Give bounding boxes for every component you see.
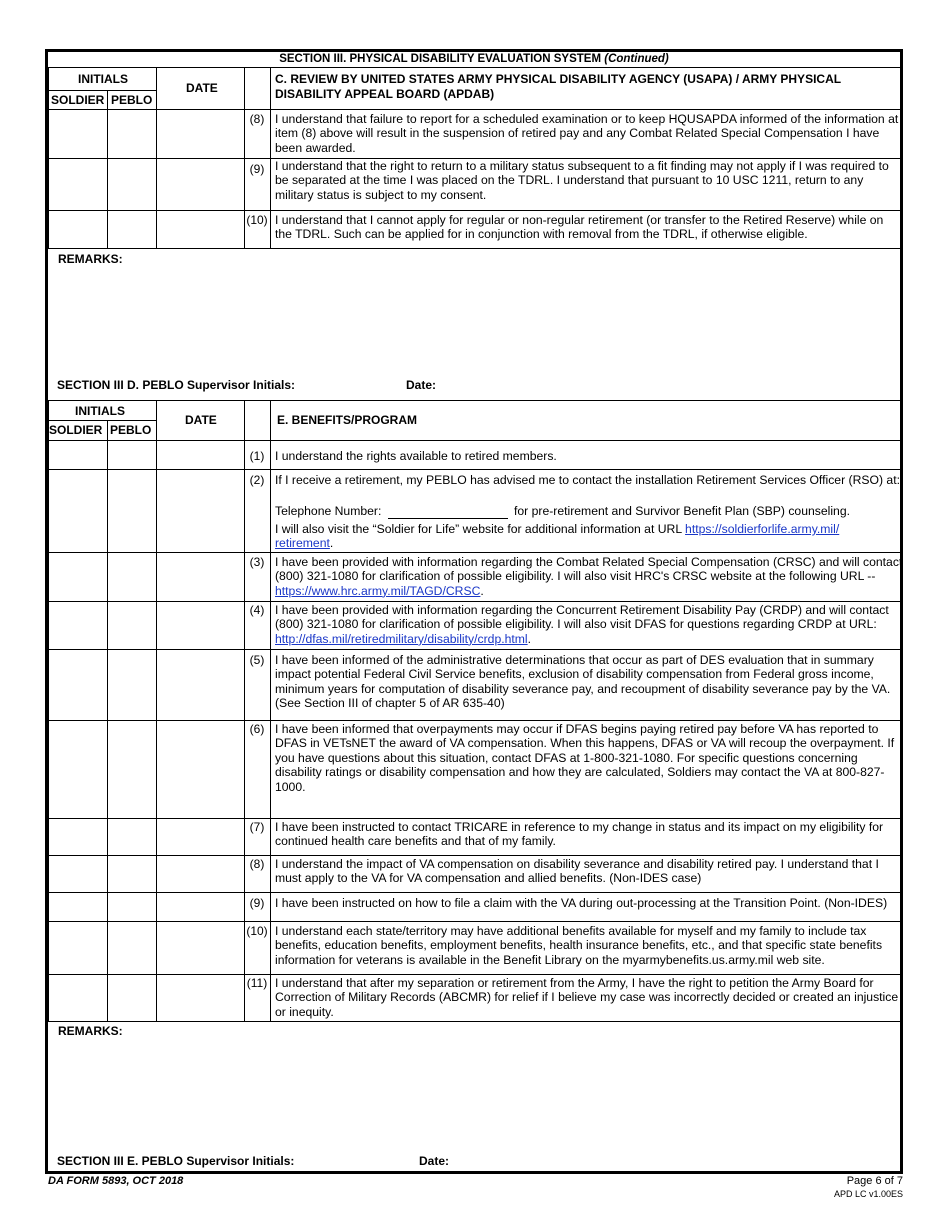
item-e10-number: (10) xyxy=(246,924,268,938)
section-d-initials-field[interactable] xyxy=(318,374,398,394)
soldier-header-c: SOLDIER xyxy=(51,93,105,107)
telephone-suffix: for pre-retirement and Survivor Benefit Plan (SBP) counseling. xyxy=(514,504,850,518)
item-e4-end: . xyxy=(527,631,532,646)
telephone-label: Telephone Number: xyxy=(275,504,382,518)
item-e4-number: (4) xyxy=(249,603,265,617)
remarks-label-1: REMARKS: xyxy=(58,252,123,266)
peblo-header-c: PEBLO xyxy=(111,93,153,107)
item-e9-text: I have been instructed on how to file a claim with the VA during out-processing at the Transition Point. (Non-IDES) xyxy=(275,896,888,910)
date-cells-c[interactable] xyxy=(157,110,243,247)
item-c10-number: (10) xyxy=(246,213,268,227)
section-e-date-label: Date: xyxy=(419,1154,450,1168)
visit-text: I will also visit the “Soldier for Life” website for additional information at URL xyxy=(275,522,686,536)
section-title-continued: (Continued) xyxy=(604,53,669,65)
date-cells-e[interactable] xyxy=(157,441,243,1020)
telephone-number-field[interactable] xyxy=(388,505,508,519)
soldier-for-life-link[interactable]: https://soldierforlife.army.mil/ xyxy=(685,522,840,536)
item-e8-text: I understand the impact of VA compensation on disability severance and disability retired pay. I understand that I must apply to the VA for VA compensation and allied benefits. (Non-IDES case) xyxy=(275,857,879,886)
initials-header-e: INITIALS xyxy=(75,404,125,418)
visit-end: . xyxy=(329,536,334,551)
item-e11-number: (11) xyxy=(246,976,268,990)
item-e3-text xyxy=(275,555,905,598)
item-c8-text: I understand that failure to report for a scheduled examination or to keep HQUSAPDA informed of the information at item (8) above will result in the suspension of retired pay and any Combat Related Special Compensation I have been awarded. xyxy=(275,112,899,155)
crdp-link[interactable]: http://dfas.mil/retiredmilitary/disability/crdp.html xyxy=(275,631,528,646)
form-number: DA FORM 5893, OCT 2018 xyxy=(48,1175,184,1187)
item-e5-text: I have been informed of the administrative determinations that occur as part of DES evaluation that in summary impact potential Federal Civil Service benefits, exclusion of disability compensation from Federal gross income, minimum years for computation of disability severance pay, and recoupment of disability severance pay by the VA. (See Section III of chapter 5 of AR 635-40) xyxy=(275,653,891,711)
peblo-initials-cells-c[interactable] xyxy=(108,110,155,247)
page-number: Page 6 of 7 xyxy=(846,1175,903,1187)
soldier-for-life-link-cont[interactable]: retirement xyxy=(275,536,330,551)
section-title xyxy=(48,53,900,65)
item-e8-number: (8) xyxy=(249,857,265,871)
remarks-box-2[interactable] xyxy=(58,1040,888,1145)
item-e7-number: (7) xyxy=(249,820,265,834)
item-c8-number: (8) xyxy=(249,112,265,126)
section-d-date-field[interactable] xyxy=(443,374,563,394)
item-e2-visit xyxy=(275,522,901,551)
item-e4-text xyxy=(275,603,905,646)
part-e-heading: E. BENEFITS/PROGRAM xyxy=(277,413,418,427)
section-e-initials-label: SECTION III E. PEBLO Supervisor Initials: xyxy=(57,1154,295,1168)
item-e3-number: (3) xyxy=(249,555,265,569)
version-label: APD LC v1.00ES xyxy=(833,1189,903,1199)
initials-header-c: INITIALS xyxy=(78,72,128,86)
item-e5-number: (5) xyxy=(249,653,265,667)
form-frame xyxy=(45,49,903,1174)
item-e3-end: . xyxy=(480,583,484,598)
item-e6-number: (6) xyxy=(249,722,265,736)
item-c10-text: I understand that I cannot apply for regular or non-regular retirement (or transfer to the Retired Reserve) while on the TDRL. Such can be applied for in conjunction with removal from the TDRL, if otherwise eligible. xyxy=(275,213,884,242)
crsc-link[interactable]: https://www.hrc.army.mil/TAGD/CRSC xyxy=(275,583,481,598)
item-e11-text: I understand that after my separation or retirement from the Army, I have the right to petition the Army Board for Correction of Military Records (ABCMR) for relief if I believe my case was incorrectly decided or created an injustice or inequity. xyxy=(275,976,899,1019)
peblo-header-e: PEBLO xyxy=(110,423,152,437)
soldier-initials-cells-e[interactable] xyxy=(49,441,106,1020)
date-header-c: DATE xyxy=(186,81,218,95)
section-d-initials-label: SECTION III D. PEBLO Supervisor Initials: xyxy=(57,378,296,392)
soldier-header-e: SOLDIER xyxy=(49,423,103,437)
item-e2-number: (2) xyxy=(249,473,265,487)
item-e9-number: (9) xyxy=(249,896,265,910)
item-e2-text: If I receive a retirement, my PEBLO has advised me to contact the installation Retirement Services Officer (RSO) at: xyxy=(275,473,900,487)
section-e-date-field[interactable] xyxy=(458,1150,578,1170)
item-e6-text: I have been informed that overpayments may occur if DFAS begins paying retired pay before VA has reported to DFAS in VETsNET the award of VA compensation. When this happens, DFAS or VA will recoup the overpayment. If you have questions about this situation, contact DFAS at 1-800-321-1080. For specific questions concerning disability ratings or disability compensation and how they are calculated, Soldiers may contact the VA at 800-827-1000. xyxy=(275,722,895,794)
section-e-initials-field[interactable] xyxy=(318,1150,408,1170)
section-title-text: SECTION III. PHYSICAL DISABILITY EVALUATION SYSTEM xyxy=(279,53,602,65)
remarks-label-2: REMARKS: xyxy=(58,1024,123,1038)
part-c-heading: C. REVIEW BY UNITED STATES ARMY PHYSICAL DISABILITY AGENCY (USAPA) / ARMY PHYSICAL DISABILITY APPEAL BOARD (APDAB) xyxy=(275,72,841,101)
item-e1-text: I understand the rights available to retired members. xyxy=(275,449,557,463)
item-e7-text: I have been instructed to contact TRICARE in reference to my change in status and its impact on my eligibility for continued health care benefits and that of my family. xyxy=(275,820,884,849)
item-c9-text: I understand that the right to return to a military status subsequent to a fit finding may not apply if I was required to be separated at the time I was placed on the TDRL. I understand that pursuant to 10 USC 1211, return to any military status is subject to my consent. xyxy=(275,159,889,202)
peblo-initials-cells-e[interactable] xyxy=(108,441,155,1020)
soldier-initials-cells-c[interactable] xyxy=(49,110,106,247)
date-header-e: DATE xyxy=(185,413,217,427)
remarks-box-1[interactable] xyxy=(58,267,888,372)
section-d-date-label: Date: xyxy=(406,378,437,392)
item-e4-body: I have been provided with information regarding the Concurrent Retirement Disability Pay (CRDP) and will contact (800) 321-1080 for clarification of possible eligibility. I will also visit DFAS for questions regarding CRDP at URL: xyxy=(275,603,889,632)
item-e10-text: I understand each state/territory may have additional benefits available for myself and my family to include tax benefits, education benefits, employment benefits, health insurance benefits, etc., and that specific state benefits information for veterans is available in the Benefit Library on the myarmybenefits.us.army.mil web site. xyxy=(275,924,883,967)
item-c9-number: (9) xyxy=(249,162,265,176)
item-e1-number: (1) xyxy=(249,449,265,463)
item-e3-body: I have been provided with information regarding the Combat Related Special Compensation (CRSC) and will contact (800) 321-1080 for clarification of possible eligibility. I will also visit HRC's CRSC website at the following URL -- xyxy=(275,555,903,584)
